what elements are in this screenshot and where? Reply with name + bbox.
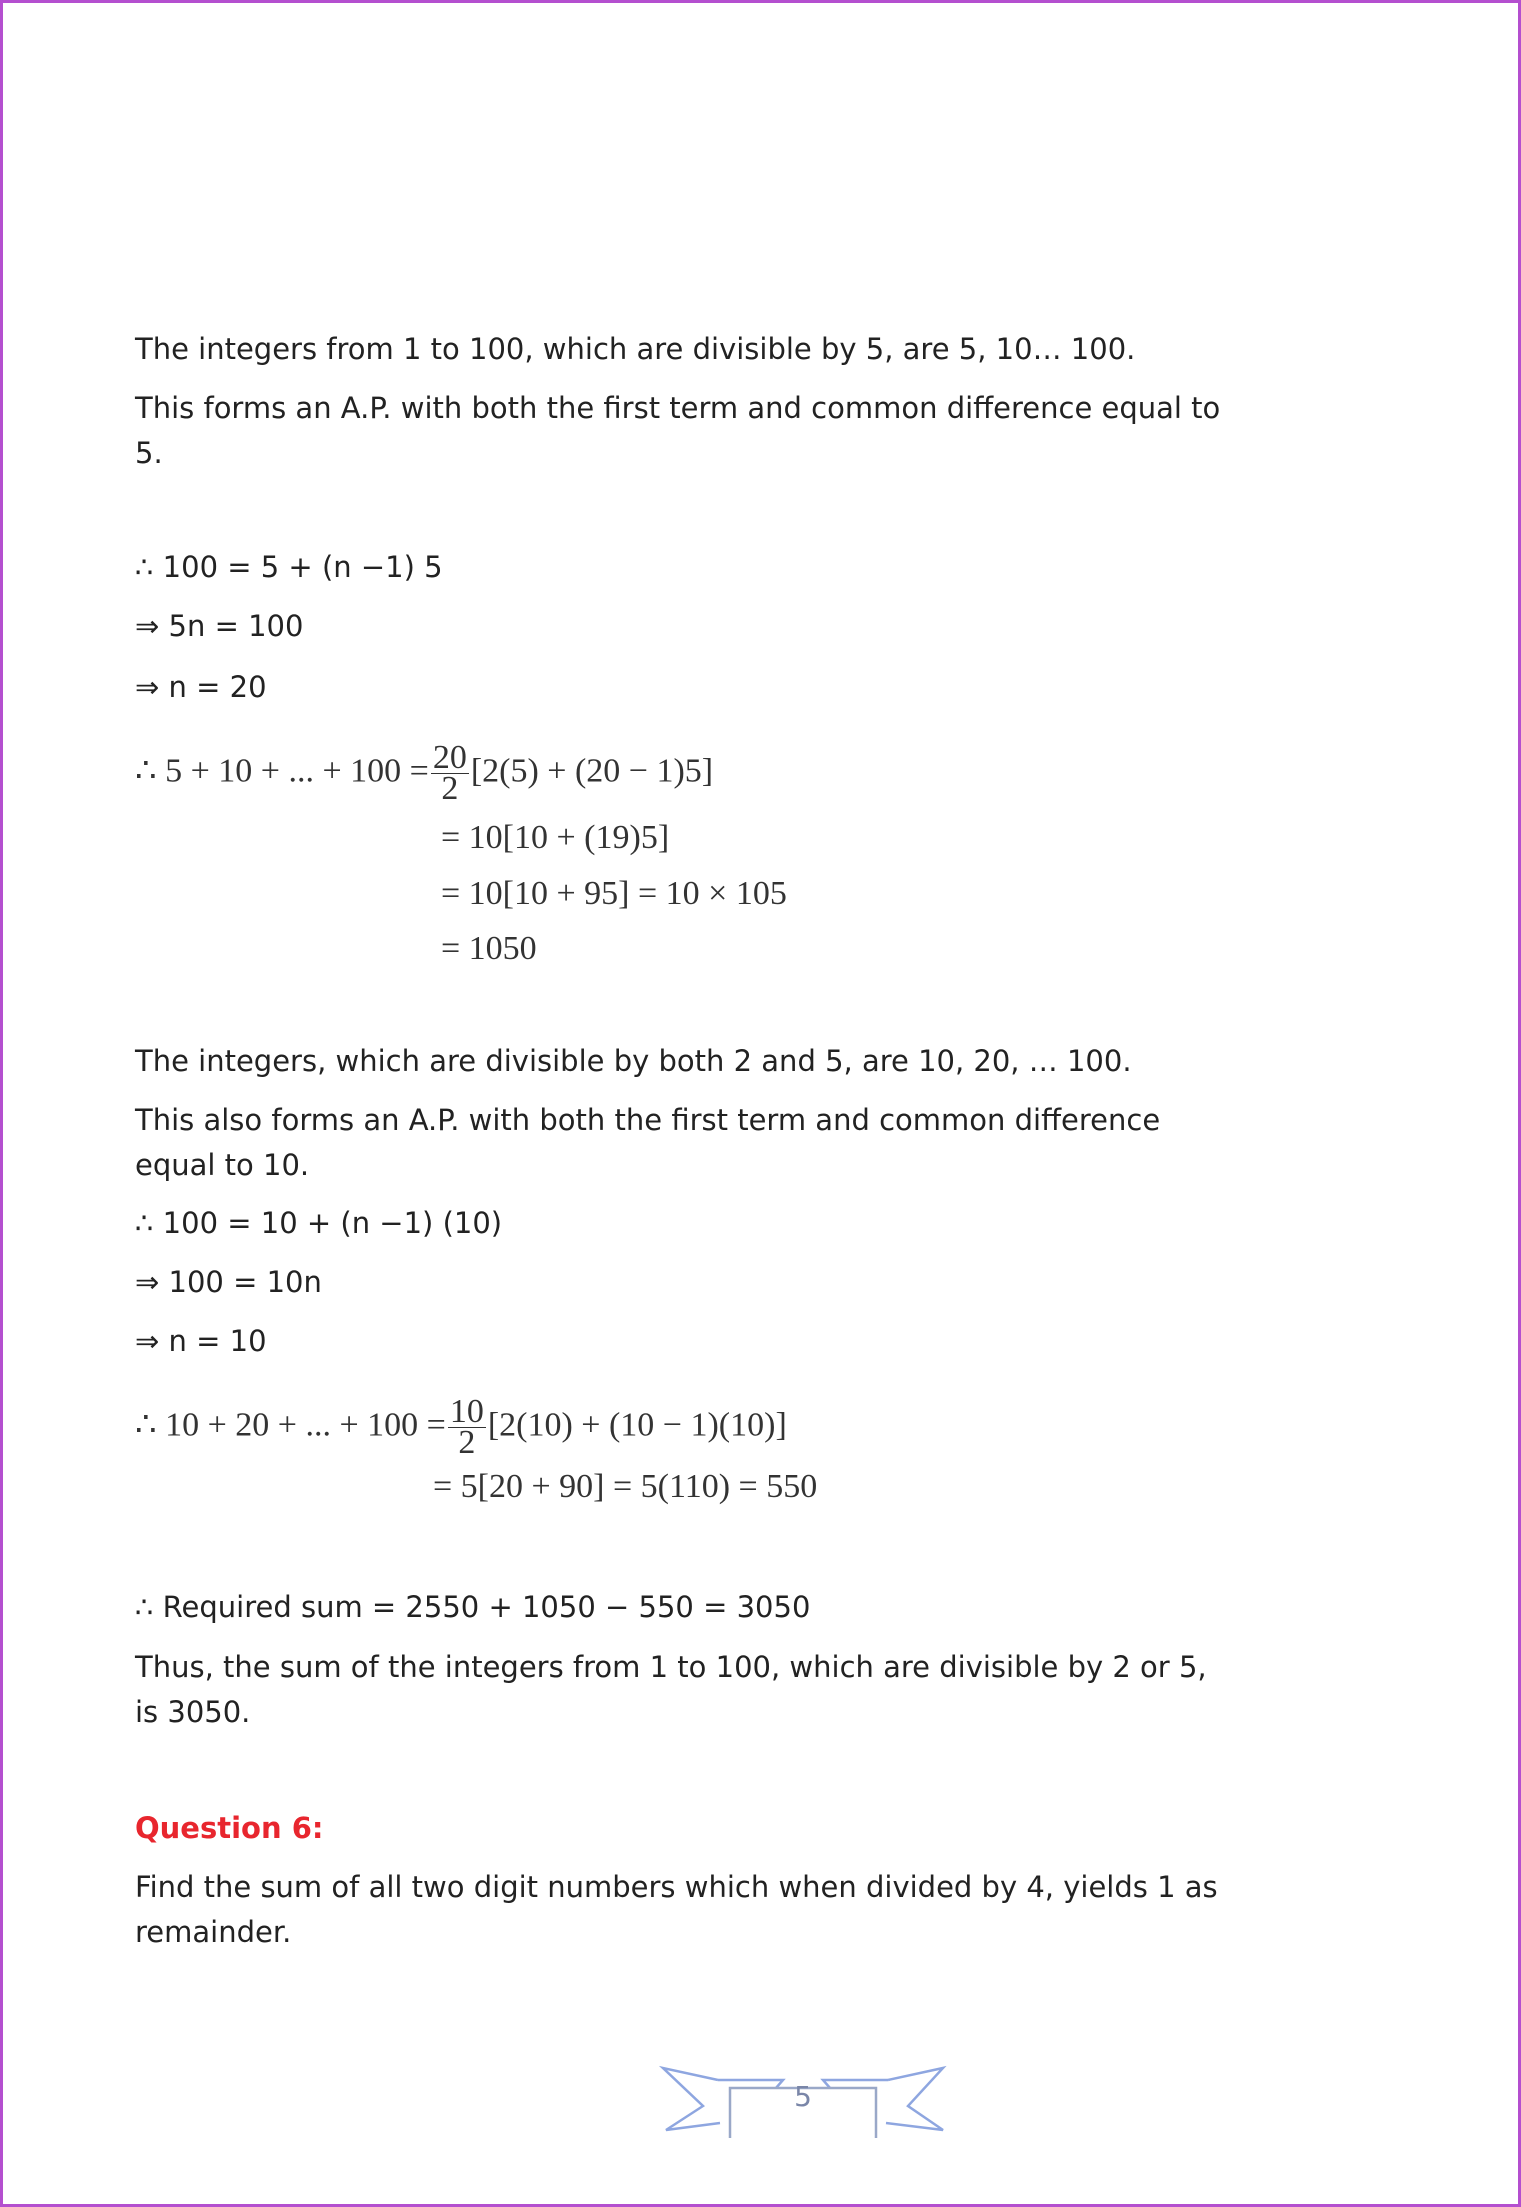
equation-line: = 1050 bbox=[441, 930, 537, 967]
eq-lhs: ∴ 5 + 10 + ... + 100 = bbox=[135, 752, 429, 790]
fraction bbox=[448, 1393, 486, 1461]
text-line: This forms an A.P. with both the first term and common difference equal to bbox=[135, 391, 1221, 425]
text-line: is 3050. bbox=[135, 1695, 251, 1729]
equation-line: ⇒ n = 10 bbox=[135, 1324, 267, 1358]
text-line: The integers, which are divisible by both 2 and 5, are 10, 20, … 100. bbox=[135, 1044, 1132, 1078]
page-number-ribbon bbox=[658, 2058, 948, 2138]
page-number: 5 bbox=[794, 2080, 812, 2113]
eq-lhs: ∴ 10 + 20 + ... + 100 = bbox=[135, 1406, 446, 1444]
text-line: 5. bbox=[135, 436, 163, 470]
denominator: 2 bbox=[458, 1424, 476, 1461]
text-line: ∴ Required sum = 2550 + 1050 − 550 = 3050 bbox=[135, 1590, 811, 1624]
equation-line: ∴ 100 = 5 + (n −1) 5 bbox=[135, 550, 443, 584]
text-line: equal to 10. bbox=[135, 1148, 310, 1182]
eq-rhs: [2(5) + (20 − 1)5] bbox=[470, 752, 714, 790]
equation-line: ∴ 100 = 10 + (n −1) (10) bbox=[135, 1206, 503, 1240]
equation-line: = 10[10 + (19)5] bbox=[441, 819, 670, 856]
numerator: 10 bbox=[449, 1393, 484, 1430]
question-heading: Question 6: bbox=[135, 1811, 324, 1845]
text-line: This also forms an A.P. with both the first term and common difference bbox=[135, 1103, 1161, 1137]
equation-line: ⇒ n = 20 bbox=[135, 670, 267, 704]
eq-rhs: [2(10) + (10 − 1)(10)] bbox=[487, 1406, 787, 1444]
text-line: Thus, the sum of the integers from 1 to 100, which are divisible by 2 or 5, bbox=[135, 1650, 1207, 1684]
sum-equation-1 bbox=[135, 739, 714, 807]
fraction bbox=[431, 739, 469, 807]
equation-line: ⇒ 5n = 100 bbox=[135, 609, 304, 643]
denominator: 2 bbox=[441, 770, 459, 807]
equation-line: = 5[20 + 90] = 5(110) = 550 bbox=[433, 1468, 818, 1505]
question-text: Find the sum of all two digit numbers which when divided by 4, yields 1 as bbox=[135, 1870, 1218, 1904]
sum-equation-2 bbox=[135, 1393, 787, 1461]
numerator: 20 bbox=[432, 739, 467, 776]
equation-line: ⇒ 100 = 10n bbox=[135, 1265, 322, 1299]
equation-line: = 10[10 + 95] = 10 × 105 bbox=[441, 875, 787, 912]
text-line: The integers from 1 to 100, which are divisible by 5, are 5, 10… 100. bbox=[135, 332, 1136, 366]
question-text: remainder. bbox=[135, 1915, 292, 1949]
